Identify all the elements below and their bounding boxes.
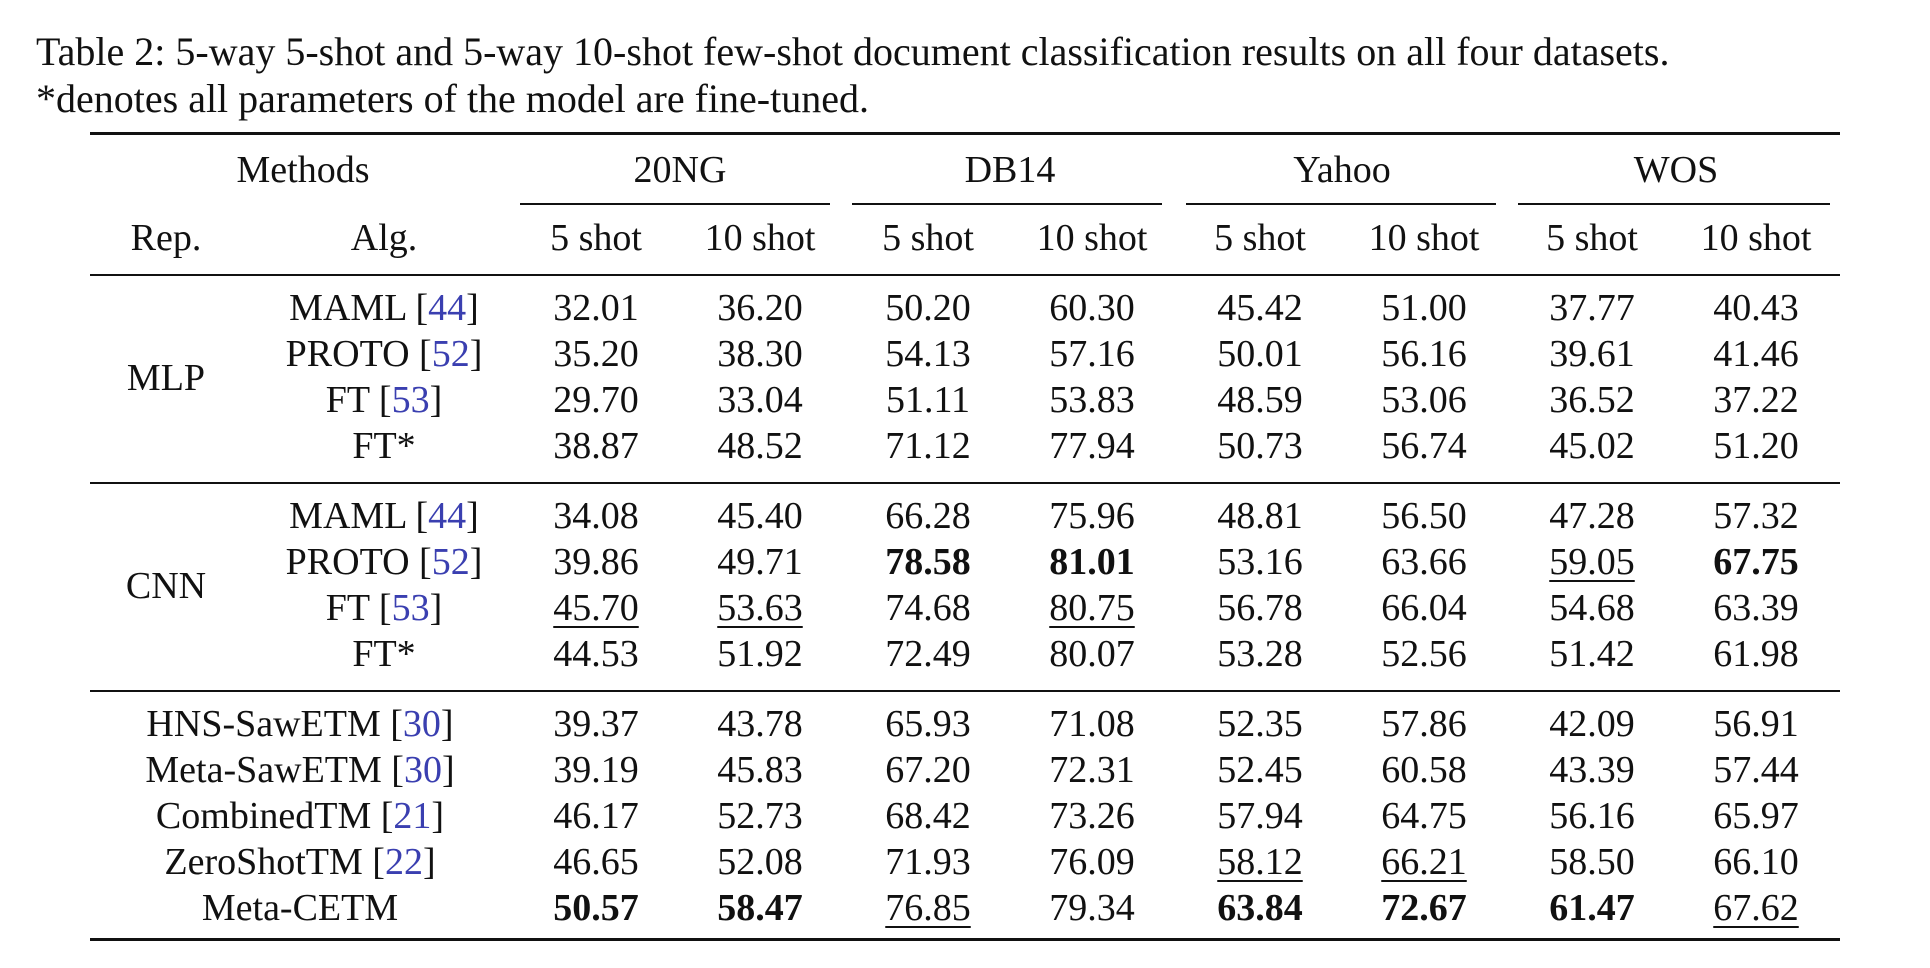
method-label: FT* [352, 425, 416, 467]
table-cell [1049, 586, 1135, 630]
header-dataset: Yahoo [1293, 149, 1391, 191]
cell-value: 57.44 [1713, 749, 1799, 791]
cell-value: 66.21 [1381, 841, 1467, 883]
table-cell [717, 424, 803, 468]
table-caption [36, 28, 1916, 122]
table-cell [1713, 540, 1799, 584]
table-cell [1381, 840, 1467, 884]
citation-bracket: ] [469, 333, 483, 375]
citation-bracket: ] [440, 703, 454, 745]
method-name [145, 748, 454, 792]
dataset-group-underline [520, 203, 830, 205]
cell-value: 67.20 [885, 749, 971, 791]
cell-value: 51.42 [1549, 633, 1635, 675]
cell-value: 60.30 [1049, 287, 1135, 329]
citation-bracket: ] [429, 379, 443, 421]
citation-link[interactable]: 52 [431, 541, 470, 583]
table-cell [1549, 378, 1635, 422]
table-cell [1217, 494, 1303, 538]
cell-value: 38.87 [553, 425, 639, 467]
table-cell [1381, 886, 1467, 930]
cell-value: 72.31 [1049, 749, 1135, 791]
method-label: PROTO [ [285, 333, 432, 375]
table-cell [1549, 586, 1635, 630]
dataset-group-underline [1186, 203, 1496, 205]
cell-value: 52.56 [1381, 633, 1467, 675]
table-cell [1549, 494, 1635, 538]
cell-value: 29.70 [553, 379, 639, 421]
table-cell [1049, 886, 1135, 930]
cell-value: 51.00 [1381, 287, 1467, 329]
citation-bracket: ] [429, 587, 443, 629]
cell-value: 53.28 [1217, 633, 1303, 675]
cell-value: 38.30 [717, 333, 803, 375]
method-name [164, 840, 435, 884]
cell-value: 52.73 [717, 795, 803, 837]
table-cell [1381, 332, 1467, 376]
table-cell [1549, 632, 1635, 676]
cell-value: 63.84 [1217, 887, 1303, 929]
method-label: Meta-CETM [201, 887, 399, 929]
table-cell [1381, 586, 1467, 630]
table-cell [1549, 886, 1635, 930]
cell-value: 52.35 [1217, 703, 1303, 745]
table-cell [553, 286, 639, 330]
citation-bracket: ] [431, 795, 445, 837]
cell-value: 66.10 [1713, 841, 1799, 883]
method-label: MAML [ [289, 495, 429, 537]
cell-value: 53.63 [717, 587, 803, 629]
cell-value: 40.43 [1713, 287, 1799, 329]
table-cell [1381, 632, 1467, 676]
table-cell [1049, 286, 1135, 330]
citation-bracket: ] [422, 841, 436, 883]
citation-bracket: ] [469, 541, 483, 583]
table-cell [717, 378, 803, 422]
cell-value: 49.71 [717, 541, 803, 583]
method-name [286, 332, 483, 376]
table-cell [553, 632, 639, 676]
cell-value: 45.02 [1549, 425, 1635, 467]
table-cell [885, 286, 971, 330]
cell-value: 45.40 [717, 495, 803, 537]
cell-value: 57.94 [1217, 795, 1303, 837]
table-cell [553, 702, 639, 746]
method-name [326, 586, 442, 630]
table-cell [717, 702, 803, 746]
cell-value: 46.65 [553, 841, 639, 883]
cell-value: 56.16 [1549, 795, 1635, 837]
group-rep-label: MLP [126, 357, 206, 399]
table-cell [885, 424, 971, 468]
table-cell [717, 494, 803, 538]
cell-value: 56.50 [1381, 495, 1467, 537]
cell-value: 36.52 [1549, 379, 1635, 421]
table-cell [1381, 748, 1467, 792]
header-alg: Alg. [350, 217, 418, 259]
table-cell [717, 886, 803, 930]
table-cell [885, 632, 971, 676]
table-cell [1217, 286, 1303, 330]
cell-value: 33.04 [717, 379, 803, 421]
table-cell [553, 332, 639, 376]
cell-value: 36.20 [717, 287, 803, 329]
cell-value: 39.86 [553, 541, 639, 583]
cell-value: 37.77 [1549, 287, 1635, 329]
header-rep: Rep. [130, 217, 202, 259]
cell-value: 73.26 [1049, 795, 1135, 837]
table-cell [553, 586, 639, 630]
cell-value: 50.01 [1217, 333, 1303, 375]
table-cell [1713, 494, 1799, 538]
table-cell [553, 378, 639, 422]
cell-value: 77.94 [1049, 425, 1135, 467]
header-dataset: 20NG [633, 149, 727, 191]
table-cell [1049, 540, 1135, 584]
table-cell [1049, 702, 1135, 746]
table-cell [553, 424, 639, 468]
cell-value: 56.16 [1381, 333, 1467, 375]
cell-value: 61.98 [1713, 633, 1799, 675]
header-rule [90, 274, 1840, 276]
cell-value: 39.19 [553, 749, 639, 791]
table-cell [1049, 794, 1135, 838]
table-cell [1049, 632, 1135, 676]
table-cell [885, 886, 971, 930]
cell-value: 56.74 [1381, 425, 1467, 467]
table-cell [1217, 748, 1303, 792]
method-label: PROTO [ [285, 541, 432, 583]
table-cell [885, 748, 971, 792]
table-cell [885, 702, 971, 746]
cell-value: 37.22 [1713, 379, 1799, 421]
group-separator-rule [90, 482, 1840, 484]
cell-value: 72.67 [1381, 887, 1467, 929]
cell-value: 57.16 [1049, 333, 1135, 375]
table-cell [1217, 840, 1303, 884]
table-cell [1713, 586, 1799, 630]
header-shot: 5 shot [1546, 217, 1638, 259]
cell-value: 45.42 [1217, 287, 1303, 329]
cell-value: 52.45 [1217, 749, 1303, 791]
header-shot: 5 shot [1214, 217, 1306, 259]
cell-value: 79.34 [1049, 887, 1135, 929]
table-cell [1217, 886, 1303, 930]
table-cell [1381, 424, 1467, 468]
method-name [326, 378, 442, 422]
table-cell [885, 586, 971, 630]
table-cell [1549, 540, 1635, 584]
cell-value: 50.73 [1217, 425, 1303, 467]
cell-value: 39.61 [1549, 333, 1635, 375]
cell-value: 81.01 [1049, 541, 1135, 583]
cell-value: 80.07 [1049, 633, 1135, 675]
method-label: MAML [ [289, 287, 429, 329]
table-cell [1217, 424, 1303, 468]
citation-link[interactable]: 53 [391, 587, 430, 629]
cell-value: 48.59 [1217, 379, 1303, 421]
cell-value: 48.52 [717, 425, 803, 467]
table-cell [1381, 794, 1467, 838]
table-cell [1049, 748, 1135, 792]
cell-value: 53.83 [1049, 379, 1135, 421]
citation-link[interactable]: 53 [391, 379, 430, 421]
table-cell [717, 840, 803, 884]
cell-value: 50.20 [885, 287, 971, 329]
citation-bracket: ] [466, 495, 479, 537]
citation-link[interactable]: 30 [402, 703, 441, 745]
cell-value: 42.09 [1549, 703, 1635, 745]
method-name [352, 424, 415, 468]
table-cell [717, 332, 803, 376]
table-cell [1049, 494, 1135, 538]
table-cell [885, 332, 971, 376]
table-cell [553, 748, 639, 792]
table-cell [717, 632, 803, 676]
method-name [289, 286, 479, 330]
dataset-group-underline [852, 203, 1162, 205]
cell-value: 76.85 [885, 887, 971, 929]
table-cell [1381, 540, 1467, 584]
group-rep-label: CNN [125, 565, 207, 607]
table-cell [1549, 794, 1635, 838]
table-cell [1217, 702, 1303, 746]
caption-line-2: *denotes all parameters of the model are fine-tuned. [36, 76, 869, 121]
table-cell [553, 794, 639, 838]
cell-value: 35.20 [553, 333, 639, 375]
header-methods: Methods [236, 149, 370, 191]
cell-value: 46.17 [553, 795, 639, 837]
method-label: CombinedTM [ [155, 795, 394, 837]
cell-value: 56.78 [1217, 587, 1303, 629]
cell-value: 66.04 [1381, 587, 1467, 629]
citation-link[interactable]: 21 [393, 795, 432, 837]
cell-value: 51.11 [885, 379, 971, 421]
cell-value: 50.57 [553, 887, 639, 929]
table-cell [1549, 286, 1635, 330]
cell-value: 51.20 [1713, 425, 1799, 467]
table-cell [1713, 332, 1799, 376]
table-cell [1549, 702, 1635, 746]
method-label: FT* [352, 633, 416, 675]
cell-value: 58.50 [1549, 841, 1635, 883]
table-cell [717, 540, 803, 584]
table-cell [885, 540, 971, 584]
table-cell [1217, 632, 1303, 676]
table-cell [1049, 378, 1135, 422]
cell-value: 68.42 [885, 795, 971, 837]
method-name [156, 794, 444, 838]
cell-value: 47.28 [1549, 495, 1635, 537]
cell-value: 58.47 [717, 887, 803, 929]
cell-value: 75.96 [1049, 495, 1135, 537]
cell-value: 65.97 [1713, 795, 1799, 837]
method-name [202, 886, 398, 930]
cell-value: 66.28 [885, 495, 971, 537]
header-shot: 5 shot [550, 217, 642, 259]
cell-value: 43.78 [717, 703, 803, 745]
citation-link[interactable]: 44 [428, 287, 467, 329]
table-cell [1549, 840, 1635, 884]
header-shot: 5 shot [882, 217, 974, 259]
cell-value: 53.06 [1381, 379, 1467, 421]
table-cell [553, 494, 639, 538]
dataset-group-underline [1518, 203, 1830, 205]
header-shot: 10 shot [1036, 217, 1148, 259]
table-cell [885, 494, 971, 538]
cell-value: 39.37 [553, 703, 639, 745]
table-cell [1217, 332, 1303, 376]
table-cell [1049, 424, 1135, 468]
cell-value: 45.83 [717, 749, 803, 791]
cell-value: 76.09 [1049, 841, 1135, 883]
method-label: ZeroShotTM [ [164, 841, 385, 883]
header-dataset: DB14 [964, 149, 1056, 191]
method-name [286, 540, 483, 584]
cell-value: 54.13 [885, 333, 971, 375]
method-label: Meta-SawETM [ [145, 749, 404, 791]
cell-value: 43.39 [1549, 749, 1635, 791]
cell-value: 34.08 [553, 495, 639, 537]
cell-value: 63.39 [1713, 587, 1799, 629]
table-cell [1549, 332, 1635, 376]
header-shot: 10 shot [1368, 217, 1480, 259]
cell-value: 58.12 [1217, 841, 1303, 883]
table-cell [1381, 494, 1467, 538]
header-shot: 10 shot [704, 217, 816, 259]
cell-value: 41.46 [1713, 333, 1799, 375]
table-cell [553, 886, 639, 930]
cell-value: 80.75 [1049, 587, 1135, 629]
citation-link[interactable]: 44 [428, 495, 467, 537]
cell-value: 72.49 [885, 633, 971, 675]
table-cell [1217, 378, 1303, 422]
cell-value: 74.68 [885, 587, 971, 629]
cell-value: 63.66 [1381, 541, 1467, 583]
table-cell [553, 840, 639, 884]
table-cell [1713, 378, 1799, 422]
table-cell [1713, 702, 1799, 746]
table-cell [1549, 424, 1635, 468]
method-label: FT [ [325, 587, 392, 629]
cell-value: 54.68 [1549, 587, 1635, 629]
method-label: FT [ [325, 379, 392, 421]
citation-link[interactable]: 22 [384, 841, 423, 883]
cell-value: 67.75 [1713, 541, 1799, 583]
cell-value: 51.92 [717, 633, 803, 675]
top-rule [90, 132, 1840, 135]
cell-value: 71.12 [885, 425, 971, 467]
cell-value: 60.58 [1381, 749, 1467, 791]
method-name [289, 494, 479, 538]
cell-value: 67.62 [1713, 887, 1799, 929]
table-cell [1713, 286, 1799, 330]
cell-value: 57.86 [1381, 703, 1467, 745]
table-cell [553, 540, 639, 584]
table-cell [1217, 794, 1303, 838]
bottom-rule [90, 938, 1840, 941]
table-cell [885, 794, 971, 838]
table-cell [1549, 748, 1635, 792]
table-cell [717, 794, 803, 838]
header-shot: 10 shot [1700, 217, 1812, 259]
method-name [146, 702, 453, 746]
table-cell [717, 586, 803, 630]
cell-value: 57.32 [1713, 495, 1799, 537]
citation-link[interactable]: 52 [431, 333, 470, 375]
table-cell [1713, 886, 1799, 930]
table-cell [1049, 332, 1135, 376]
table-cell [1381, 702, 1467, 746]
table-cell [1713, 748, 1799, 792]
cell-value: 59.05 [1549, 541, 1635, 583]
cell-value: 65.93 [885, 703, 971, 745]
cell-value: 52.08 [717, 841, 803, 883]
table-cell [1381, 378, 1467, 422]
cell-value: 44.53 [553, 633, 639, 675]
cell-value: 64.75 [1381, 795, 1467, 837]
cell-value: 71.08 [1049, 703, 1135, 745]
table-cell [1217, 540, 1303, 584]
caption-line-1: Table 2: 5-way 5-shot and 5-way 10-shot few-shot document classification results on all four datasets. [36, 29, 1670, 74]
group-separator-rule [90, 690, 1840, 692]
citation-bracket: ] [441, 749, 455, 791]
table-cell [1713, 794, 1799, 838]
method-name [352, 632, 415, 676]
method-label: HNS-SawETM [ [146, 703, 403, 745]
cell-value: 45.70 [553, 587, 639, 629]
cell-value: 53.16 [1217, 541, 1303, 583]
table-cell [1049, 840, 1135, 884]
citation-link[interactable]: 30 [403, 749, 442, 791]
table-cell [1713, 840, 1799, 884]
table-cell [717, 286, 803, 330]
table-cell [1713, 632, 1799, 676]
cell-value: 78.58 [885, 541, 971, 583]
header-dataset: WOS [1633, 149, 1719, 191]
table-cell [885, 840, 971, 884]
cell-value: 56.91 [1713, 703, 1799, 745]
cell-value: 48.81 [1217, 495, 1303, 537]
citation-bracket: ] [466, 287, 479, 329]
table-cell [1381, 286, 1467, 330]
cell-value: 61.47 [1549, 887, 1635, 929]
table-cell [1217, 586, 1303, 630]
cell-value: 71.93 [885, 841, 971, 883]
cell-value: 32.01 [553, 287, 639, 329]
table-cell [886, 378, 970, 422]
table-cell [1713, 424, 1799, 468]
table-cell [717, 748, 803, 792]
